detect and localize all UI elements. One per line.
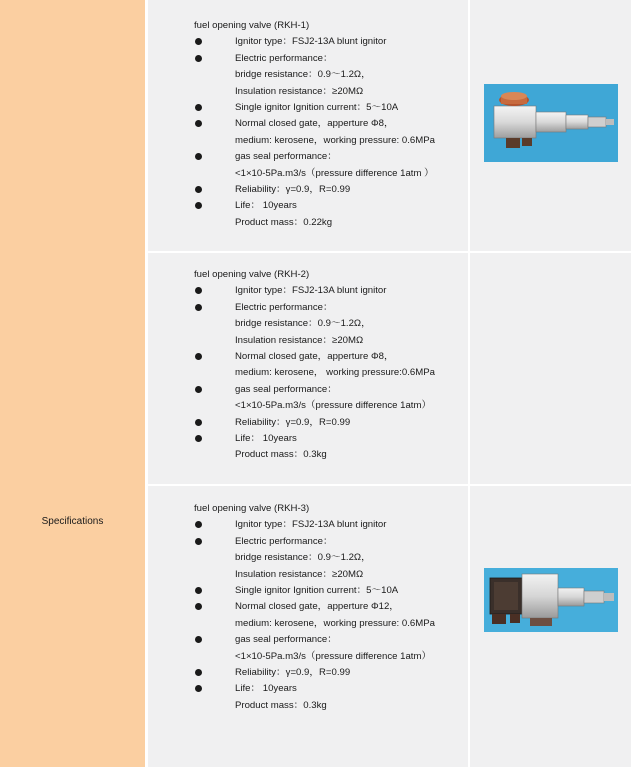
spec-cell — [148, 0, 468, 251]
spec-line-text: Insulation resistance：≥20MΩ — [235, 85, 364, 97]
product-row-rkh-3 — [148, 486, 631, 767]
spec-line-text: Product mass：0.3kg — [235, 449, 327, 461]
image-cell — [470, 486, 631, 767]
spec-line-text: Life： 10years — [235, 683, 297, 695]
spec-line-text: Single ignitor Ignition current：5～10A — [235, 584, 399, 596]
spec-line-text: Product mass：0.3kg — [235, 699, 327, 711]
bullet-icon — [195, 386, 202, 393]
product-image-rkh-3 — [484, 568, 618, 632]
spec-line-text: Product mass：0.22kg — [235, 216, 333, 228]
bullet-icon — [195, 538, 202, 545]
bullet-icon — [195, 120, 202, 127]
spec-line-text: Electric performance： — [235, 535, 333, 547]
bullet-icon — [195, 435, 202, 442]
spec-cell — [148, 253, 468, 484]
spec-line-text: Normal closed gate，apperture Φ8， — [235, 350, 394, 362]
section-label-cell — [0, 0, 147, 767]
image-cell — [470, 0, 631, 251]
product-title-text: fuel opening valve (RKH-2) — [194, 269, 310, 280]
spec-line-text: bridge resistance：0.9～1.2Ω， — [235, 69, 371, 81]
bullet-icon — [195, 55, 202, 62]
bullet-icon — [195, 287, 202, 294]
spec-line-text: Insulation resistance：≥20MΩ — [235, 334, 364, 346]
spec-line-text: Reliability：γ=0.9，R=0.99 — [235, 666, 351, 678]
bullet-icon — [195, 202, 202, 209]
bullet-icon — [195, 419, 202, 426]
spec-line-text: Normal closed gate，apperture Φ12， — [235, 601, 399, 613]
bullet-icon — [195, 587, 202, 594]
bullet-icon — [195, 636, 202, 643]
spec-line-text: <1×10-5Pa.m3/s（pressure difference 1atm ） — [235, 167, 434, 179]
product-image-rkh-1 — [484, 84, 618, 162]
spec-line-text: medium: kerosene， working pressure:0.6MPa — [235, 367, 435, 379]
spec-line-text: Ignitor type：FSJ2-13A blunt ignitor — [235, 36, 387, 48]
product-title-text: fuel opening valve (RKH-1) — [194, 20, 310, 31]
image-cell — [470, 253, 631, 484]
spec-line-text: <1×10-5Pa.m3/s（pressure difference 1atm） — [235, 400, 432, 412]
spec-line-text: Life： 10years — [235, 200, 297, 212]
bullet-icon — [195, 669, 202, 676]
spec-line-text: Insulation resistance：≥20MΩ — [235, 568, 364, 580]
spec-line-text: gas seal performance： — [235, 383, 337, 395]
bullet-icon — [195, 353, 202, 360]
spec-line-text: Electric performance： — [235, 52, 333, 64]
bullet-icon — [195, 38, 202, 45]
section-label: Specifications — [41, 516, 104, 527]
spec-line-text: Reliability：γ=0.9，R=0.99 — [235, 416, 351, 428]
product-title-text: fuel opening valve (RKH-3) — [194, 503, 310, 514]
spec-line-text: Normal closed gate，apperture Φ8， — [235, 118, 394, 130]
spec-line-text: gas seal performance： — [235, 151, 337, 163]
bullet-icon — [195, 153, 202, 160]
spec-cell — [148, 486, 468, 767]
spec-line-text: bridge resistance：0.9～1.2Ω， — [235, 318, 371, 330]
spec-line-text: Electric performance： — [235, 301, 333, 313]
spec-line-text: gas seal performance： — [235, 634, 337, 646]
spec-line-text: medium: kerosene，working pressure: 0.6MPa — [235, 134, 435, 146]
spec-line-text: Ignitor type：FSJ2-13A blunt ignitor — [235, 519, 387, 531]
spec-line-text: medium: kerosene，working pressure: 0.6MPa — [235, 617, 435, 629]
spec-line-text: <1×10-5Pa.m3/s（pressure difference 1atm） — [235, 650, 432, 662]
spec-line-text: Life： 10years — [235, 432, 297, 444]
bullet-icon — [195, 186, 202, 193]
product-row-rkh-1 — [148, 0, 631, 251]
bullet-icon — [195, 104, 202, 111]
spec-line-text: bridge resistance：0.9～1.2Ω， — [235, 552, 371, 564]
bullet-icon — [195, 685, 202, 692]
bullet-icon — [195, 603, 202, 610]
product-row-rkh-2 — [148, 253, 631, 484]
spec-line-text: Ignitor type：FSJ2-13A blunt ignitor — [235, 285, 387, 297]
spec-line-text: Single ignitor Ignition current：5～10A — [235, 101, 399, 113]
spec-line-text: Reliability：γ=0.9，R=0.99 — [235, 183, 351, 195]
bullet-icon — [195, 304, 202, 311]
bullet-icon — [195, 521, 202, 528]
